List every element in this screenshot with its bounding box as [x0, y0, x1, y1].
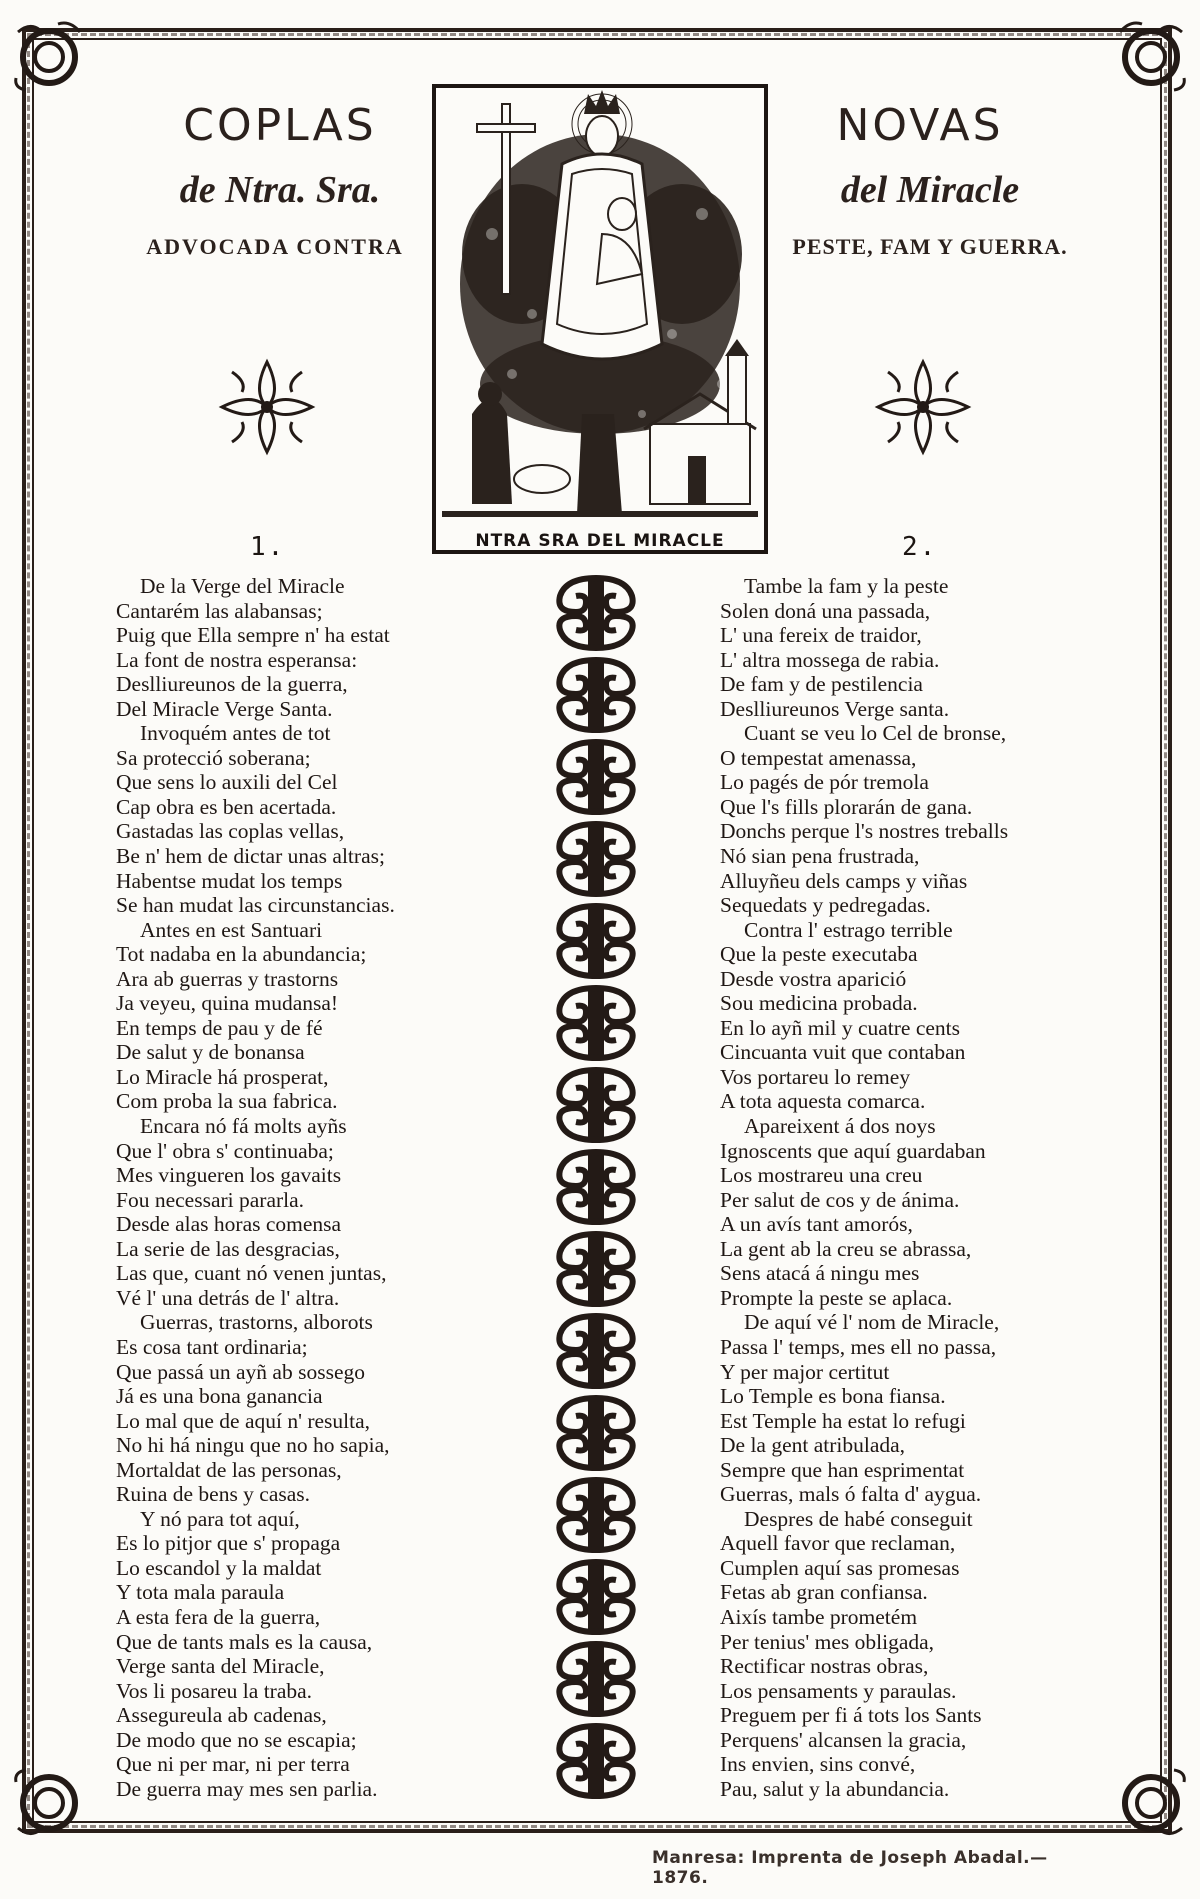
verse-line: Que la peste executaba	[720, 942, 918, 967]
verse-line: Habentse mudat los temps	[116, 868, 343, 893]
verse-line: Guerras, mals ó falta d' aygua.	[720, 1482, 982, 1507]
verse-line: Preguem per fi á tots los Sants	[720, 1703, 982, 1728]
verse-line: Mes vingueren los gavaits	[116, 1163, 342, 1188]
verse-line: Vé l' una detrás de l' altra.	[116, 1285, 340, 1310]
divider-scroll-unit	[559, 658, 632, 732]
verse-line: Aixís tambe prometém	[720, 1604, 918, 1629]
verse-line: Mortaldat de las personas,	[116, 1457, 342, 1482]
verse-line: Apareixent á dos noys	[744, 1114, 936, 1139]
verse-line: Passa l' temps, mes ell no passa,	[720, 1334, 997, 1359]
verse-line: La serie de las desgracias,	[116, 1236, 340, 1261]
verse-line: Cumplen aquí sas promesas	[720, 1555, 960, 1580]
subheading-peste: PESTE, FAM Y GUERRA.	[792, 234, 1068, 259]
verse-line: Sa protecció soberana;	[116, 745, 311, 770]
verse-line: Despres de habé conseguit	[744, 1506, 973, 1531]
verse-line: Lo escandol y la maldat	[116, 1555, 322, 1580]
divider-scroll-unit	[559, 1478, 632, 1552]
verse-line: Tot nadaba en la abundancia;	[116, 942, 367, 967]
verse-line: Lo mal que de aquí n' resulta,	[116, 1408, 371, 1433]
verse-line: Per tenius' mes obligada,	[720, 1629, 935, 1654]
verse-line: Prompte la peste se aplaca.	[720, 1285, 953, 1310]
center-divider-ornament	[546, 572, 646, 1802]
verse-line: Ignoscents que aquí guardaban	[720, 1138, 986, 1163]
verse-line: Que passá un ayñ ab sossego	[116, 1359, 365, 1384]
verse-line: Se han mudat las circunstancias.	[116, 893, 395, 918]
verse-line: Que l's fills plorarán de gana.	[720, 794, 973, 819]
verse-line: De modo que no se escapia;	[116, 1727, 357, 1752]
divider-scroll-unit	[559, 576, 632, 650]
verse-line: Sempre que han esprimentat	[720, 1457, 965, 1482]
verse-line: Que l' obra s' continuaba;	[116, 1138, 334, 1163]
woodcut-caption: NTRA SRA DEL MIRACLE	[475, 531, 725, 551]
verse-line: Los pensaments y paraulas.	[720, 1678, 957, 1703]
verse-line: Deslliureunos de la guerra,	[116, 672, 348, 697]
verse-line: Y per major certitut	[720, 1359, 890, 1384]
divider-scroll-unit	[559, 1560, 632, 1634]
verse-line: A tota aquesta comarca.	[720, 1089, 926, 1114]
verse-line: Cap obra es ben acertada.	[116, 794, 337, 819]
verse-line: Fetas ab gran confiansa.	[720, 1580, 928, 1605]
verse-line: Es cosa tant ordinaria;	[116, 1334, 308, 1359]
floral-ornament-icon	[868, 352, 978, 462]
printer-imprint: Manresa: Imprenta de Joseph Abadal.—1876.	[652, 1848, 1048, 1888]
verse-line: Ja veyeu, quina mudansa!	[116, 991, 339, 1016]
verse-line: Donchs perque l's nostres treballs	[720, 819, 1009, 844]
verse-line: Cuant se veu lo Cel de bronse,	[744, 721, 1007, 746]
verse-line: Lo pagés de pór tremola	[720, 770, 929, 795]
verse-line: Com proba la sua fabrica.	[116, 1089, 338, 1114]
verse-line: Verge santa del Miracle,	[116, 1654, 325, 1679]
verse-line: Est Temple ha estat lo refugi	[720, 1408, 966, 1433]
section-number-1: 1.	[250, 532, 286, 562]
divider-scroll-unit	[559, 1232, 632, 1306]
verse-line: Já es una bona ganancia	[116, 1384, 323, 1409]
verse-line: Que sens lo auxili del Cel	[116, 770, 338, 795]
verse-line: Pau, salut y la abundancia.	[720, 1776, 950, 1801]
verse-line: Solen doná una passada,	[720, 598, 931, 623]
verse-line: Assegureula ab cadenas,	[116, 1703, 327, 1728]
verse-line: Antes en est Santuari	[140, 917, 323, 942]
verse-line: Que de tants mals es la causa,	[116, 1629, 373, 1654]
verse-line: Fou necessari pararla.	[116, 1187, 305, 1212]
verse-line: En temps de pau y de fé	[116, 1015, 323, 1040]
verse-line: La font de nostra esperansa:	[116, 647, 358, 672]
verse-line: Las que, cuant nó venen juntas,	[116, 1261, 387, 1286]
verse-line: Desde alas horas comensa	[116, 1212, 342, 1237]
corner-ornament-icon	[1112, 1764, 1190, 1842]
verse-line: Deslliureunos Verge santa.	[720, 696, 950, 721]
divider-scroll-unit	[559, 1068, 632, 1142]
corner-ornament-icon	[10, 1764, 88, 1842]
verse-line: Del Miracle Verge Santa.	[116, 696, 333, 721]
verse-line: No hi há ningu que no ho sapia,	[116, 1433, 390, 1458]
verse-line: Invoquém antes de tot	[140, 721, 331, 746]
divider-scroll-unit	[559, 1150, 632, 1224]
verse-line: Y tota mala paraula	[116, 1580, 285, 1605]
verse-line: Aquell favor que reclaman,	[720, 1531, 956, 1556]
verse-line: En lo ayñ mil y cuatre cents	[720, 1015, 961, 1040]
corner-ornament-icon	[10, 18, 88, 96]
verse-line: A un avís tant amorós,	[720, 1212, 913, 1237]
verse-line: Sequedats y pedregadas.	[720, 893, 931, 918]
verse-line: Puig que Ella sempre n' ha estat	[116, 623, 390, 648]
verse-line: Nó sian pena frustrada,	[720, 844, 920, 869]
verse-line: O tempestat amenassa,	[720, 745, 917, 770]
verse-line: Rectificar nostras obras,	[720, 1654, 929, 1679]
verse-line: De salut y de bonansa	[116, 1040, 305, 1065]
verse-line: Lo Miracle há prosperat,	[116, 1064, 329, 1089]
verse-line: De la Verge del Miracle	[140, 574, 345, 598]
verse-line: Ins envien, sins convé,	[720, 1752, 916, 1777]
section-number-2: 2.	[902, 532, 938, 562]
verse-column-left	[116, 574, 516, 1801]
subheading-advocada: ADVOCADA CONTRA	[146, 234, 404, 259]
verse-line: Cantarém las alabansas;	[116, 598, 323, 623]
verse-line: Lo Temple es bona fiansa.	[720, 1384, 946, 1409]
verse-line: Perquens' alcansen la gracia,	[720, 1727, 967, 1752]
verse-line: Gastadas las coplas vellas,	[116, 819, 345, 844]
verse-line: Es lo pitjor que s' propaga	[116, 1531, 341, 1556]
heading-del-miracle: del Miracle	[840, 169, 1020, 211]
verse-line: Contra l' estrago terrible	[744, 917, 953, 942]
verse-line: Encara nó fá molts ayñs	[140, 1114, 347, 1139]
verse-line: L' altra mossega de rabia.	[720, 647, 940, 672]
verse-line: De fam y de pestilencia	[720, 672, 923, 697]
verse-line: La gent ab la creu se abrassa,	[720, 1236, 972, 1261]
verse-line: Be n' hem de dictar unas altras;	[116, 844, 385, 869]
verse-line: Per salut de cos y de ánima.	[720, 1187, 960, 1212]
verse-line: Sens atacá á ningu mes	[720, 1261, 920, 1286]
verse-line: Cincuanta vuit que contaban	[720, 1040, 966, 1065]
corner-ornament-icon	[1112, 18, 1190, 96]
verse-line: A esta fera de la guerra,	[116, 1604, 321, 1629]
woodcut-illustration	[432, 84, 768, 554]
verse-line: Vos li posareu la traba.	[116, 1678, 313, 1703]
verse-line: De guerra may mes sen parlia.	[116, 1776, 378, 1801]
divider-scroll-unit	[559, 1396, 632, 1470]
verse-line: Sou medicina probada.	[720, 991, 918, 1016]
divider-scroll-unit	[559, 986, 632, 1060]
verse-line: Tambe la fam y la peste	[744, 574, 949, 598]
verse-line: Y nó para tot aquí,	[140, 1506, 300, 1531]
verse-line: Desde vostra aparició	[720, 966, 907, 991]
verse-line: L' una fereix de traidor,	[720, 623, 922, 648]
verse-column-right	[720, 574, 1120, 1801]
verse-line: Los mostrareu una creu	[720, 1163, 923, 1188]
heading-novas: NOVAS	[836, 100, 1004, 151]
verse-line: De aquí vé l' nom de Miracle,	[744, 1310, 1000, 1335]
verse-line: De la gent atribulada,	[720, 1433, 906, 1458]
divider-scroll-unit	[559, 740, 632, 814]
verse-line: Guerras, trastorns, alborots	[140, 1310, 373, 1335]
heading-ntra-sra: de Ntra. Sra.	[179, 169, 381, 211]
divider-scroll-unit	[559, 822, 632, 896]
heading-coplas: COPLAS	[183, 100, 377, 151]
divider-scroll-unit	[559, 1642, 632, 1716]
divider-scroll-unit	[559, 904, 632, 978]
divider-scroll-unit	[559, 1314, 632, 1388]
verse-line: Ruina de bens y casas.	[116, 1482, 311, 1507]
floral-ornament-icon	[212, 352, 322, 462]
verse-line: Vos portareu lo remey	[720, 1064, 911, 1089]
verse-line: Que ni per mar, ni per terra	[116, 1752, 350, 1777]
divider-scroll-unit	[559, 1724, 632, 1798]
verse-line: Alluyñeu dels camps y viñas	[720, 868, 968, 893]
verse-line: Ara ab guerras y trastorns	[116, 966, 339, 991]
